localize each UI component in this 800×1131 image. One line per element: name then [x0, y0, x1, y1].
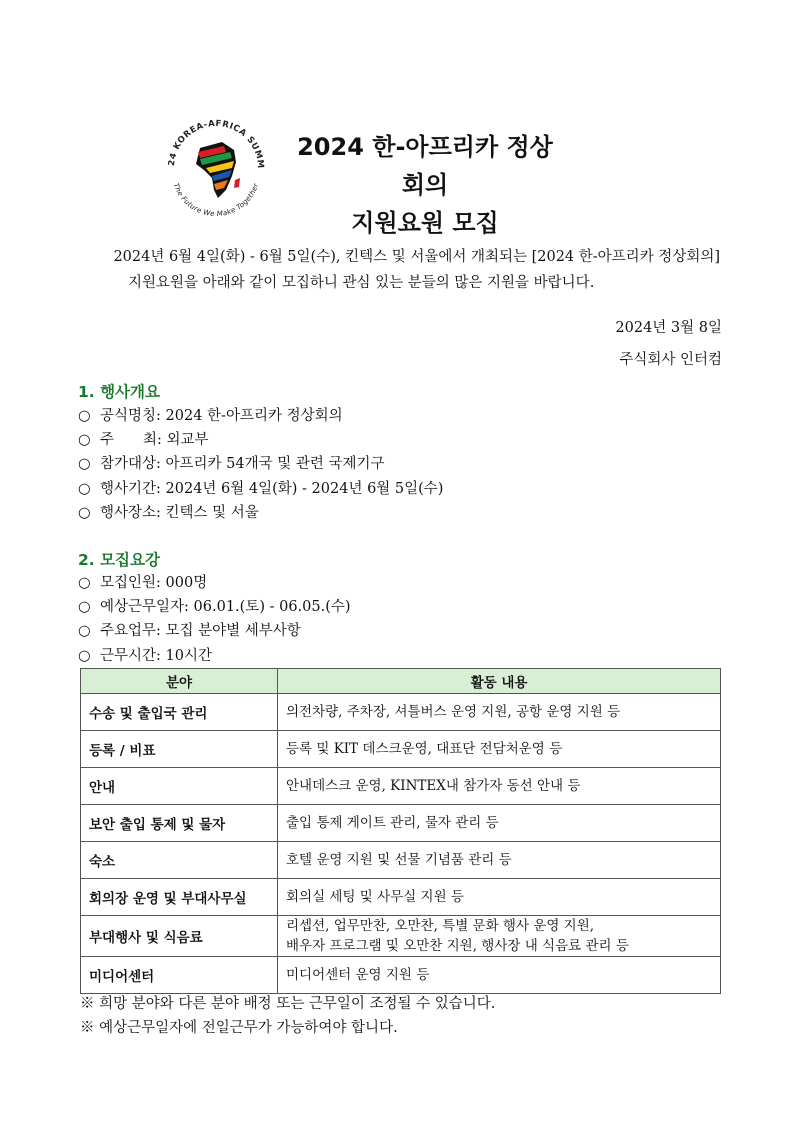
table-header-row — [81, 669, 721, 694]
bullet-circle-icon: ○ — [78, 408, 91, 424]
section-title-overview: 1. 행사개요 — [78, 383, 160, 401]
activity-cell: 회의실 세팅 및 사무실 지원 등 — [278, 879, 721, 916]
list-item: ○ 행사장소: 킨텍스 및 서울 — [78, 501, 443, 525]
title-line-2: 지원요원 모집 — [351, 209, 499, 237]
field-cell: 보안 출입 통제 및 물자 — [81, 805, 278, 842]
bullet-circle-icon: ○ — [78, 623, 91, 640]
overview-list — [78, 404, 443, 525]
activity-cell: 안내데스크 운영, KINTEX내 참가자 동선 안내 등 — [278, 768, 721, 805]
bullet-circle-icon: ○ — [78, 647, 91, 664]
table-row — [81, 694, 721, 731]
summit-logo — [160, 112, 272, 224]
bullet-circle-icon: ○ — [78, 480, 91, 497]
list-item: ○ 주요업무: 모집 분야별 세부사항 — [78, 619, 351, 643]
field-cell: 회의장 운영 및 부대사무실 — [81, 879, 278, 916]
field-cell: 미디어센터 — [81, 957, 278, 994]
activity-cell: 의전차량, 주차장, 셔틀버스 운영 지원, 공항 운영 지원 등 — [278, 694, 721, 731]
field-cell: 숙소 — [81, 842, 278, 879]
table-row — [81, 957, 721, 994]
list-item: ○ 공식명칭: 2024 한-아프리카 정상회의 — [78, 404, 443, 428]
bullet-circle-icon: ○ — [78, 432, 91, 449]
announcement-date: 2024년 3월 8일 — [615, 320, 722, 336]
activity-line-2: 배우자 프로그램 및 오만찬 지원, 행사장 내 식음료 관리 등 — [286, 938, 629, 954]
section-title-recruitment: 2. 모집요강 — [78, 551, 160, 569]
logo-ring-text-top: 24 KOREA-AFRICA SUMM — [166, 118, 266, 170]
activity-cell — [278, 916, 721, 957]
page-title — [290, 128, 560, 242]
list-item: ○ 예상근무일자: 06.01.(토) - 06.05.(수) — [78, 595, 351, 619]
table-row — [81, 731, 721, 768]
activity-cell: 등록 및 KIT 데스크운영, 대표단 전담처운영 등 — [278, 731, 721, 768]
note-line: ※ 예상근무일자에 전일근무가 가능하여야 합니다. — [80, 1020, 398, 1036]
list-item: ○ 참가대상: 아프리카 54개국 및 관련 국제기구 — [78, 452, 443, 476]
title-line-1: 2024 한-아프리카 정상회의 — [297, 133, 553, 199]
list-item: ○ 행사기간: 2024년 6월 4일(화) - 2024년 6월 5일(수) — [78, 477, 443, 501]
logo-ring-text-bottom: The Future We Make Together — [171, 182, 261, 219]
intro-line-1: 2024년 6월 4일(화) - 6월 5일(수), 킨텍스 및 서울에서 개최되는 [2024 한-아프리카 정상회의] — [113, 249, 720, 265]
table-row — [81, 768, 721, 805]
activity-cell: 미디어센터 운영 지원 등 — [278, 957, 721, 994]
notes — [80, 992, 495, 1040]
column-header-activity: 활동 내용 — [278, 669, 721, 694]
activity-cell: 호텔 운영 지원 및 선물 기념품 관리 등 — [278, 842, 721, 879]
organizer-name: 주식회사 인터컴 — [619, 352, 722, 368]
intro-paragraph — [80, 244, 720, 296]
column-header-field: 분야 — [81, 669, 278, 694]
recruitment-list — [78, 571, 351, 668]
bullet-circle-icon: ○ — [78, 575, 91, 591]
table-row — [81, 805, 721, 842]
list-item: ○ 모집인원: 000명 — [78, 571, 351, 595]
note-line: ※ 희망 분야와 다른 분야 배정 또는 근무일이 조정될 수 있습니다. — [80, 996, 496, 1012]
activity-cell: 출입 통제 게이트 관리, 물자 관리 등 — [278, 805, 721, 842]
list-item: ○ 근무시간: 10시간 — [78, 644, 351, 668]
bullet-circle-icon: ○ — [78, 456, 91, 473]
activity-line-1: 리셉션, 업무만찬, 오만찬, 특별 문화 행사 운영 지원, — [286, 918, 595, 934]
field-cell: 부대행사 및 식음료 — [81, 916, 278, 957]
field-cell: 수송 및 출입국 관리 — [81, 694, 278, 731]
list-item: ○ 주 최: 외교부 — [78, 428, 443, 452]
table-row — [81, 842, 721, 879]
table-row — [81, 916, 721, 957]
table-row — [81, 879, 721, 916]
africa-shape-icon — [196, 142, 240, 198]
bullet-circle-icon: ○ — [78, 504, 91, 521]
role-table — [80, 668, 721, 994]
field-cell: 등록 / 비표 — [81, 731, 278, 768]
bullet-circle-icon: ○ — [78, 599, 91, 616]
field-cell: 안내 — [81, 768, 278, 805]
intro-line-2: 지원요원을 아래와 같이 모집하니 관심 있는 분들의 많은 지원을 바랍니다. — [128, 275, 595, 291]
